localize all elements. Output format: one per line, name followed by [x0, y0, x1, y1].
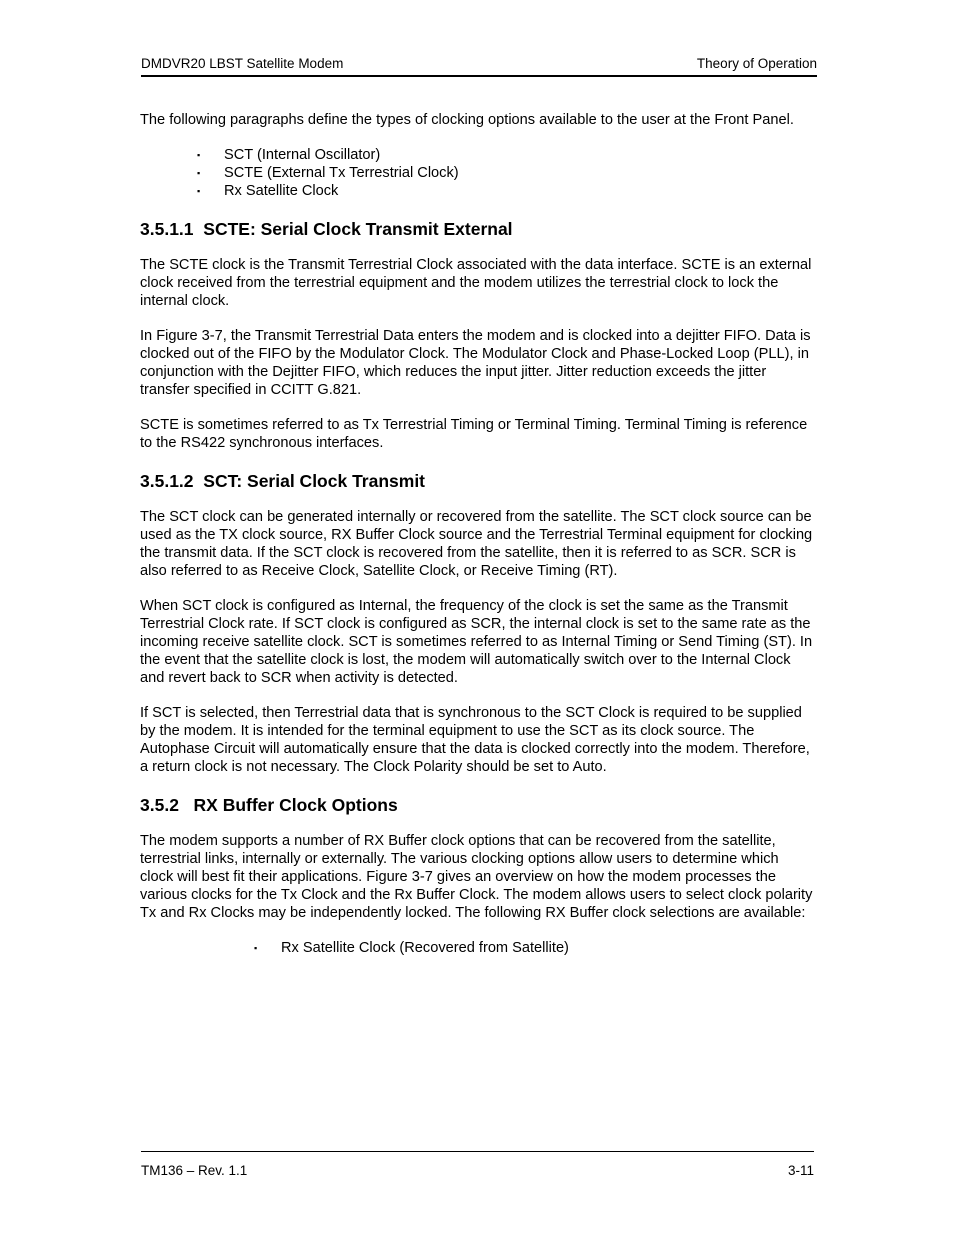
sct-paragraph-2: When SCT clock is configured as Internal, the frequency of the clock is set the same as the Transmit Terrestrial Clock rate. If SCT clock is configured as SCR, the internal clock is set to the same rate as the incoming receive satellite clock. SCT is sometimes referred to as Internal Timing or Send Timing (ST). In the event that the satellite clock is lost, the modem will automatically switch over to the Internal Clock and revert back to SCR when activity is detected. [140, 598, 813, 686]
page-footer [141, 1151, 814, 1182]
section-title: SCTE: Serial Clock Transmit External [203, 219, 513, 239]
list-item: ▪ SCTE (External Tx Terrestrial Clock) [197, 165, 459, 181]
page-body [140, 111, 815, 957]
rx-buffer-paragraph: The modem supports a number of RX Buffer clock options that can be recovered from the satellite, terrestrial links, internally or externally. The various clocking options allow users to determine which clock will best fit their applications. Figure 3-7 gives an overview on how the modem processes the various clocks for the Tx Clock and the Rx Buffer Clock. The modem allows users to select clock polarity Tx and Rx Clocks may be independently locked. The following RX Buffer clock selections are available: [140, 833, 813, 921]
scte-paragraph-2: In Figure 3-7, the Transmit Terrestrial Data enters the modem and is clocked into a dejitter FIFO. Data is clocked out of the FIFO by the Modulator Clock. The Modulator Clock and Phase-Locked Loop (PLL), in conjunction with the Dejitter FIFO, which reduces the input jitter. Jitter reduction exceeds the jitter transfer specified in CCITT G.821. [140, 328, 811, 398]
section-title: RX Buffer Clock Options [193, 795, 398, 815]
section-number: 3.5.2 [140, 795, 179, 815]
clock-options-list [140, 146, 815, 200]
list-item: ▪ SCT (Internal Oscillator) [197, 147, 381, 163]
sct-paragraph-1: The SCT clock can be generated internally or recovered from the satellite. The SCT clock source can be used as the TX clock source, RX Buffer Clock source and the Terrestrial Terminal equipment for clocking the transmit data. If the SCT clock is recovered from the satellite, then it is referred to as SCR. SCR is also referred to as Receive Clock, Satellite Clock, or Receive Timing (RT). [140, 509, 813, 579]
scte-paragraph-3: SCTE is sometimes referred to as Tx Terrestrial Timing or Terminal Timing. Terminal Timing is reference to the RS422 synchronous interfaces. [140, 417, 808, 451]
rx-buffer-options-list [140, 939, 815, 957]
bullet-icon: ▪ [197, 168, 201, 178]
bullet-icon: ▪ [197, 150, 201, 160]
list-item: ▪ Rx Satellite Clock [197, 183, 339, 199]
section-heading-sct [140, 470, 815, 492]
scte-paragraph-1: The SCTE clock is the Transmit Terrestrial Clock associated with the data interface. SCTE is an external clock received from the terrestrial equipment and the modem utilizes the terrestrial clock to lock the internal clock. [140, 257, 812, 309]
header-chapter-title: Theory of Operation [696, 56, 817, 71]
footer-revision: TM136 – Rev. 1.1 [141, 1163, 248, 1178]
list-item: ▪ Rx Satellite Clock (Recovered from Satellite) [254, 940, 569, 956]
bullet-icon: ▪ [197, 186, 201, 196]
section-heading-rx-buffer [140, 794, 815, 816]
page-number: 3-11 [787, 1163, 814, 1178]
bullet-icon: ▪ [254, 943, 258, 953]
page-header [141, 55, 817, 77]
sct-paragraph-3: If SCT is selected, then Terrestrial data that is synchronous to the SCT Clock is required to be supplied by the modem. It is intended for the terminal equipment to use the SCT as its clock source. The Autophase Circuit will automatically ensure that the data is clocked correctly into the modem. Therefore, a return clock is not necessary. The Clock Polarity should be set to Auto. [140, 705, 810, 775]
header-doc-title: DMDVR20 LBST Satellite Modem [141, 56, 344, 71]
section-number: 3.5.1.2 [140, 471, 194, 491]
intro-paragraph: The following paragraphs define the types of clocking options available to the user at the Front Panel. [140, 112, 794, 128]
section-heading-scte [140, 218, 815, 240]
section-number: 3.5.1.1 [140, 219, 194, 239]
section-title: SCT: Serial Clock Transmit [203, 471, 426, 491]
